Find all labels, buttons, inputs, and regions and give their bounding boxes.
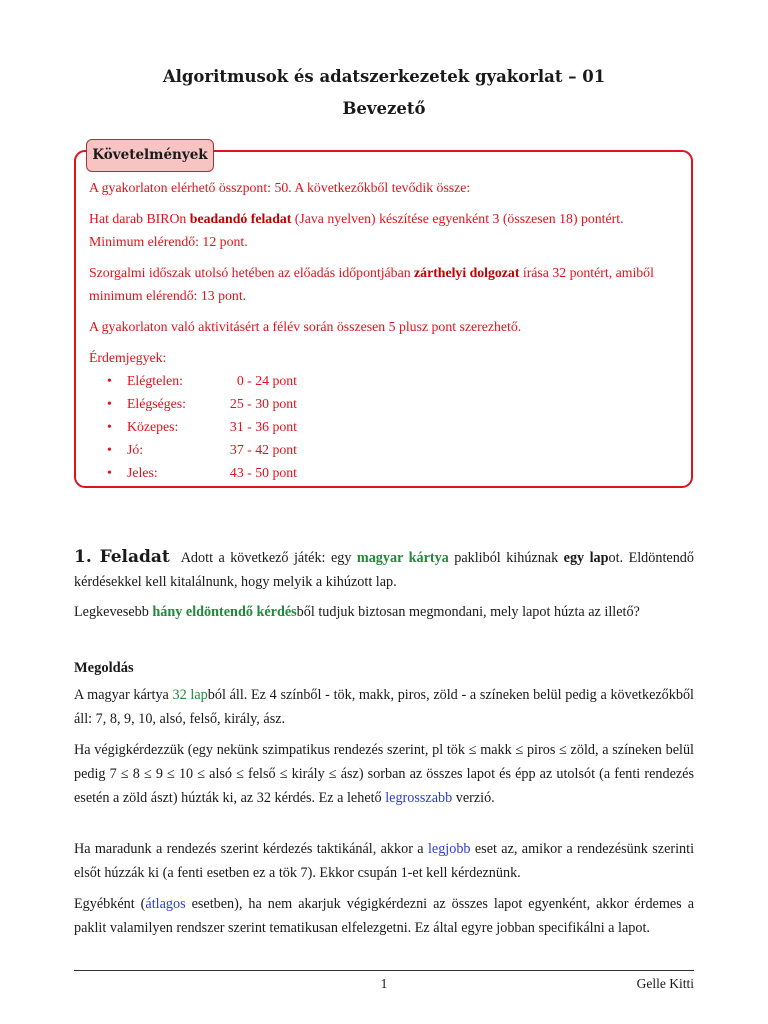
term-average-case: átlagos xyxy=(145,896,186,912)
task-paragraph-2: Legkevesebb hány eldöntendő kérdésből tudjuk biztosan megmondani, mely lapot húzta az illető? xyxy=(74,604,640,620)
requirements-content xyxy=(89,176,681,484)
grade-item: • Jeles: 43 - 50 pont xyxy=(107,461,681,484)
term-magyar-kartya: magyar kártya xyxy=(356,550,449,566)
author-name: Gelle Kitti xyxy=(636,976,694,991)
assignment-highlight: beadandó feladat xyxy=(189,211,292,226)
term-worst-case: legrosszabb xyxy=(385,790,453,806)
requirements-assignments: Hat darab BIROn beadandó feladat (Java nyelven) készítése egyenként 3 (összesen 18) pontért. Minimum elérendő: 12 pont. xyxy=(89,211,624,249)
term-best-case: legjobb xyxy=(427,841,471,857)
bullet-icon: • xyxy=(107,465,112,480)
solution-heading: Megoldás xyxy=(74,660,134,676)
page-number: 1 xyxy=(380,976,388,991)
grade-item: • Elégtelen: 0 - 24 pont xyxy=(107,369,681,392)
document-subtitle: Bevezető xyxy=(342,99,426,118)
footer-divider xyxy=(74,970,694,971)
solution-paragraph-1: A magyar kártya 32 lapból áll. Ez 4 színből - tök, makk, piros, zöld - a színeken belül pedig a következőkből áll: 7, 8, 9, 10, alsó, felső, király, ász. xyxy=(74,687,694,727)
requirements-label: Követelmények xyxy=(86,139,214,172)
grade-item: • Elégséges: 25 - 30 pont xyxy=(107,392,681,415)
exam-highlight: zárthelyi dolgozat xyxy=(414,265,520,280)
bullet-icon: • xyxy=(107,442,112,457)
term-32-cards: 32 lap xyxy=(172,687,208,703)
task-heading: 1. Feladat xyxy=(74,547,170,567)
bullet-icon: • xyxy=(107,396,112,411)
grades-label: Érdemjegyek: xyxy=(89,350,167,365)
solution-paragraph-3: Ha maradunk a rendezés szerint kérdezés taktikánál, akkor a legjobb eset az, amikor a rendezésünk szerinti elsőt húzzák ki (a fenti esetben ez a tök 7). Ekkor csupán 1-et kell kérdeznünk. xyxy=(74,841,695,881)
solution-paragraph-2: Ha végigkérdezzük (egy nekünk szimpatikus rendezés szerint, pl tök ≤ makk ≤ piros ≤ zöld, a színeken belül pedig 7 ≤ 8 ≤ 9 ≤ 10 ≤ alsó ≤ felső ≤ király ≤ ász) sorban az összes lapot és épp az utolsót (a fenti rendezés esetén a zöld ászt) húzták ki, az 32 kérdés. Ez a lehető legrosszabb verzió. xyxy=(74,742,694,806)
task-paragraph-1: 1. Feladat Adott a következő játék: egy magyar kártya pakliból kihúznak egy lapot. Eldöntendő kérdésekkel kell kitalálnunk, hogy melyik a kihúzott lap. xyxy=(74,547,694,590)
requirements-exam: Szorgalmi időszak utolsó hetében az előadás időpontjában zárthelyi dolgozat írása 32 pontért, amiből minimum elérendő: 13 pont. xyxy=(89,265,654,303)
grade-item: • Közepes: 31 - 36 pont xyxy=(107,415,681,438)
requirements-activity: A gyakorlaton való aktivitásért a félév során összesen 5 plusz pont szerezhető. xyxy=(89,319,522,334)
grade-item: • Jó: 37 - 42 pont xyxy=(107,438,681,461)
grades-list xyxy=(107,369,681,484)
document-title: Algoritmusok és adatszerkezetek gyakorlat – 01 xyxy=(162,67,606,86)
page-title xyxy=(0,66,768,120)
bullet-icon: • xyxy=(107,419,112,434)
term-question-count: hány eldöntendő kérdés xyxy=(152,604,297,620)
bullet-icon: • xyxy=(107,373,112,388)
requirements-total: A gyakorlaton elérhető összpont: 50. A következőkből tevődik össze: xyxy=(89,180,471,195)
solution-paragraph-4: Egyébként (átlagos esetben), ha nem akarjuk végigkérdezni az összes lapot egyenként, akkor érdemes a paklit valamilyen rendszer szerint tematikusan elfelezgetni. Ez által egyre jobban specifikálni a lapot. xyxy=(74,896,694,936)
